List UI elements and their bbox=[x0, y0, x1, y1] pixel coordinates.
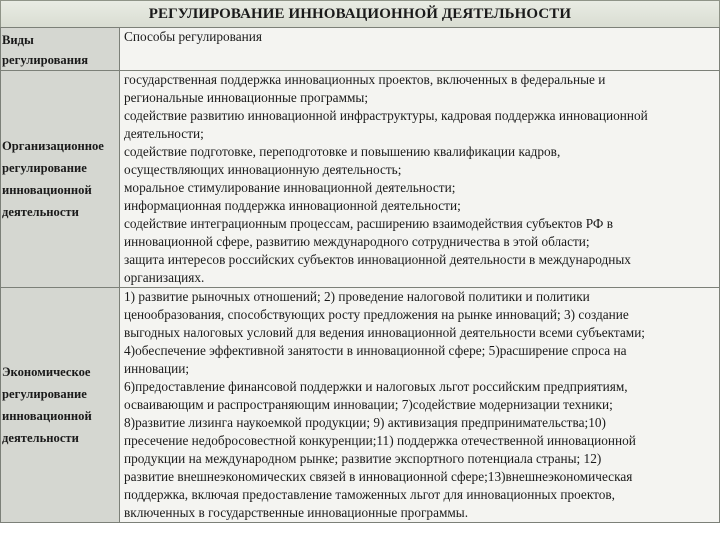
method-line: инновационной сфере, развитию международного сотрудничества в этой области; bbox=[124, 234, 590, 249]
header-methods-cell: Способы регулирования bbox=[120, 28, 720, 71]
slide-title: РЕГУЛИРОВАНИЕ ИННОВАЦИОННОЙ ДЕЯТЕЛЬНОСТИ bbox=[0, 0, 720, 28]
method-line: государственная поддержка инновационных проектов, включенных в федеральные и bbox=[124, 72, 606, 87]
table-header-row bbox=[1, 28, 720, 71]
method-line: 1) развитие рыночных отношений; 2) проведение налоговой политики и политики bbox=[124, 289, 590, 304]
method-line: включенных в государственные инновационные программы. bbox=[124, 505, 469, 520]
method-line: 8)развитие лизинга наукоемкой продукции; 9) активизация предпринимательства;10) bbox=[124, 415, 606, 430]
method-line: развитие внешнеэкономических связей в инновационной сфере;13)внешнеэкономическая bbox=[124, 469, 633, 484]
header-types-cell: Виды регулирования bbox=[1, 28, 120, 71]
method-line: пресечение недобросовестной конкуренции;11) поддержка отечественной инновационной bbox=[124, 433, 636, 448]
method-line: ценообразования, способствующих росту предложения на рынке инноваций; 3) создание bbox=[124, 307, 629, 322]
method-line: осваивающим и распространяющим инновации; 7)содействие модернизации техники; bbox=[124, 397, 613, 412]
method-line: продукции на международном рынке; развитие экспортного потенциала страны; 12) bbox=[124, 451, 602, 466]
row-type-organizational: Организационное регулирование инновационной деятельности bbox=[1, 71, 120, 288]
row-methods-organizational bbox=[120, 71, 720, 288]
table-row-organizational bbox=[1, 71, 720, 288]
row-methods-economic bbox=[120, 288, 720, 523]
method-line: содействие подготовке, переподготовке и повышению квалификации кадров, bbox=[124, 144, 561, 159]
method-line: 4)обеспечение эффективной занятости в инновационной сфере; 5)расширение спроса на bbox=[124, 343, 627, 358]
row-type-economic: Экономическое регулирование инновационной деятельности bbox=[1, 288, 120, 523]
method-line: содействие развитию инновационной инфраструктуры, кадровая поддержка инновационной bbox=[124, 108, 648, 123]
method-line: 6)предоставление финансовой поддержки и налоговых льгот российским предприятиям, bbox=[124, 379, 628, 394]
method-line: инновации; bbox=[124, 361, 190, 376]
method-line: региональные инновационные программы; bbox=[124, 90, 369, 105]
method-line: содействие интеграционным процессам, расширению взаимодействия субъектов РФ в bbox=[124, 216, 613, 231]
method-line: защита интересов российских субъектов инновационной деятельности в международных bbox=[124, 252, 631, 267]
regulation-table bbox=[0, 27, 720, 523]
method-line: информационная поддержка инновационной деятельности; bbox=[124, 198, 461, 213]
table-row-economic bbox=[1, 288, 720, 523]
method-line: деятельности; bbox=[124, 126, 204, 141]
method-line: моральное стимулирование инновационной деятельности; bbox=[124, 180, 456, 195]
method-line: осуществляющих инновационную деятельность; bbox=[124, 162, 402, 177]
method-line: организациях. bbox=[124, 270, 205, 285]
method-line: выгодных налоговых условий для ведения инновационной деятельности всеми субъектами; bbox=[124, 325, 645, 340]
method-line: поддержка, включая предоставление таможенных льгот для инновационных проектов, bbox=[124, 487, 615, 502]
